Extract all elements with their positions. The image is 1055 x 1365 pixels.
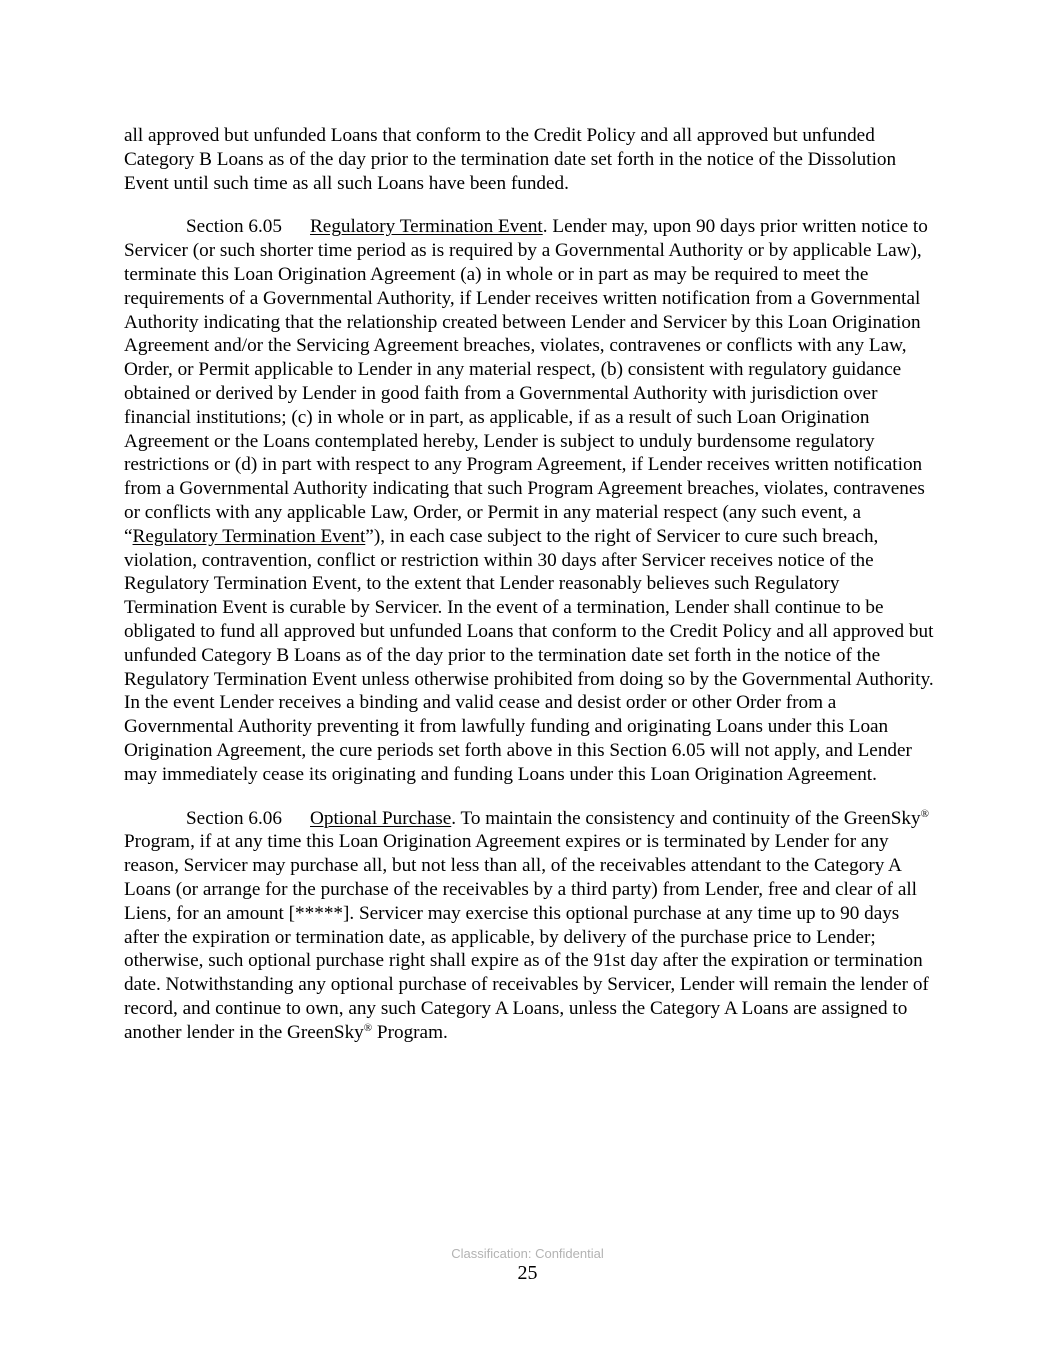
section-number: Section 6.05: [186, 216, 282, 238]
section-body-text: . To maintain the consistency and continuity of the GreenSky: [451, 807, 921, 829]
section-body-text: Program.: [372, 1021, 448, 1043]
section-heading: Regulatory Termination Event: [310, 216, 543, 238]
section-heading: Optional Purchase: [310, 807, 452, 829]
paragraph-continuation: all approved but unfunded Loans that conform to the Credit Policy and all approved but unfunded Category B Loans as of the day prior to the termination date set forth in the notice of the Dissolution Event until such time as all such Loans have been funded.: [124, 125, 897, 194]
registered-trademark-symbol: ®: [920, 807, 929, 820]
section-6-06-paragraph: [124, 807, 934, 1045]
section-body-text: ”), in each case subject to the right of Servicer to cure such breach, violation, contravention, conflict or restriction within 30 days after Servicer receives notice of the Regulatory Termination Event, to the extent that Lender reasonably believes such Regulatory Termination Event is curable by Servicer. In the event of a termination, Lender shall continue to be obligated to fund all approved but unfunded Loans that conform to the Credit Policy and all approved but unfunded Category B Loans as of the day prior to the termination date set forth in the notice of the Regulatory Termination Event unless otherwise prohibited from doing so by the Governmental Authority. In the event Lender receives a binding and valid cease and desist order or other Order from a Governmental Authority preventing it from lawfully funding and originating Loans under this Loan Origination Agreement, the cure periods set forth above in this Section 6.05 will not apply, and Lender may immediately cease its originating and funding Loans under this Loan Origination Agreement.: [124, 525, 934, 785]
registered-trademark-symbol: ®: [363, 1021, 373, 1034]
classification-label: Classification: Confidential: [451, 1246, 604, 1261]
section-6-05-paragraph: [124, 215, 934, 786]
section-number: Section 6.06: [186, 807, 282, 829]
defined-term: Regulatory Termination Event: [132, 525, 366, 547]
section-body-text: . Lender may, upon 90 days prior written notice to Servicer (or such shorter time period as is required by a Governmental Authority or by applicable Law), terminate this Loan Origination Agreement (a) in whole or in part as may be required to meet the requirements of a Governmental Authority, if Lender receives written notification from a Governmental Authority indicating that the relationship created between Lender and Servicer by this Loan Origination Agreement and/or the Servicing Agreement breaches, violates, contravenes or conflicts with any Law, Order, or Permit applicable to Lender in any material respect, (b) consistent with regulatory guidance obtained or derived by Lender in good faith from a Governmental Authority with jurisdiction over financial institutions; (c) in whole or in part, as applicable, if as a result of such Loan Origination Agreement or the Loans contemplated hereby, Lender is subject to unduly burdensome regulatory restrictions or (d) in part with respect to any Program Agreement, if Lender receives written notification from a Governmental Authority indicating that such Program Agreement breaches, violates, contravenes or conflicts with any applicable Law, Order, or Permit in any material respect (any such event, a “: [124, 216, 928, 547]
page-number: 25: [517, 1262, 538, 1284]
section-body-text: Program, if at any time this Loan Origination Agreement expires or is terminated by Lender for any reason, Servicer may purchase all, but not less than all, of the receivables attendant to the Category A Loans (or arrange for the purchase of the receivables by a third party) from Lender, free and clear of all Liens, for an amount [*****]. Servicer may exercise this optional purchase at any time up to 90 days after the expiration or termination date, as applicable, by delivery of the purchase price to Lender; otherwise, such optional purchase right shall expire as of the 91st day after the expiration or termination date. Notwithstanding any optional purchase of receivables by Servicer, Lender will remain the lender of record, and continue to own, any such Category A Loans, unless the Category A Loans are assigned to another lender in the GreenSky: [124, 831, 929, 1043]
document-page: [124, 124, 934, 1064]
